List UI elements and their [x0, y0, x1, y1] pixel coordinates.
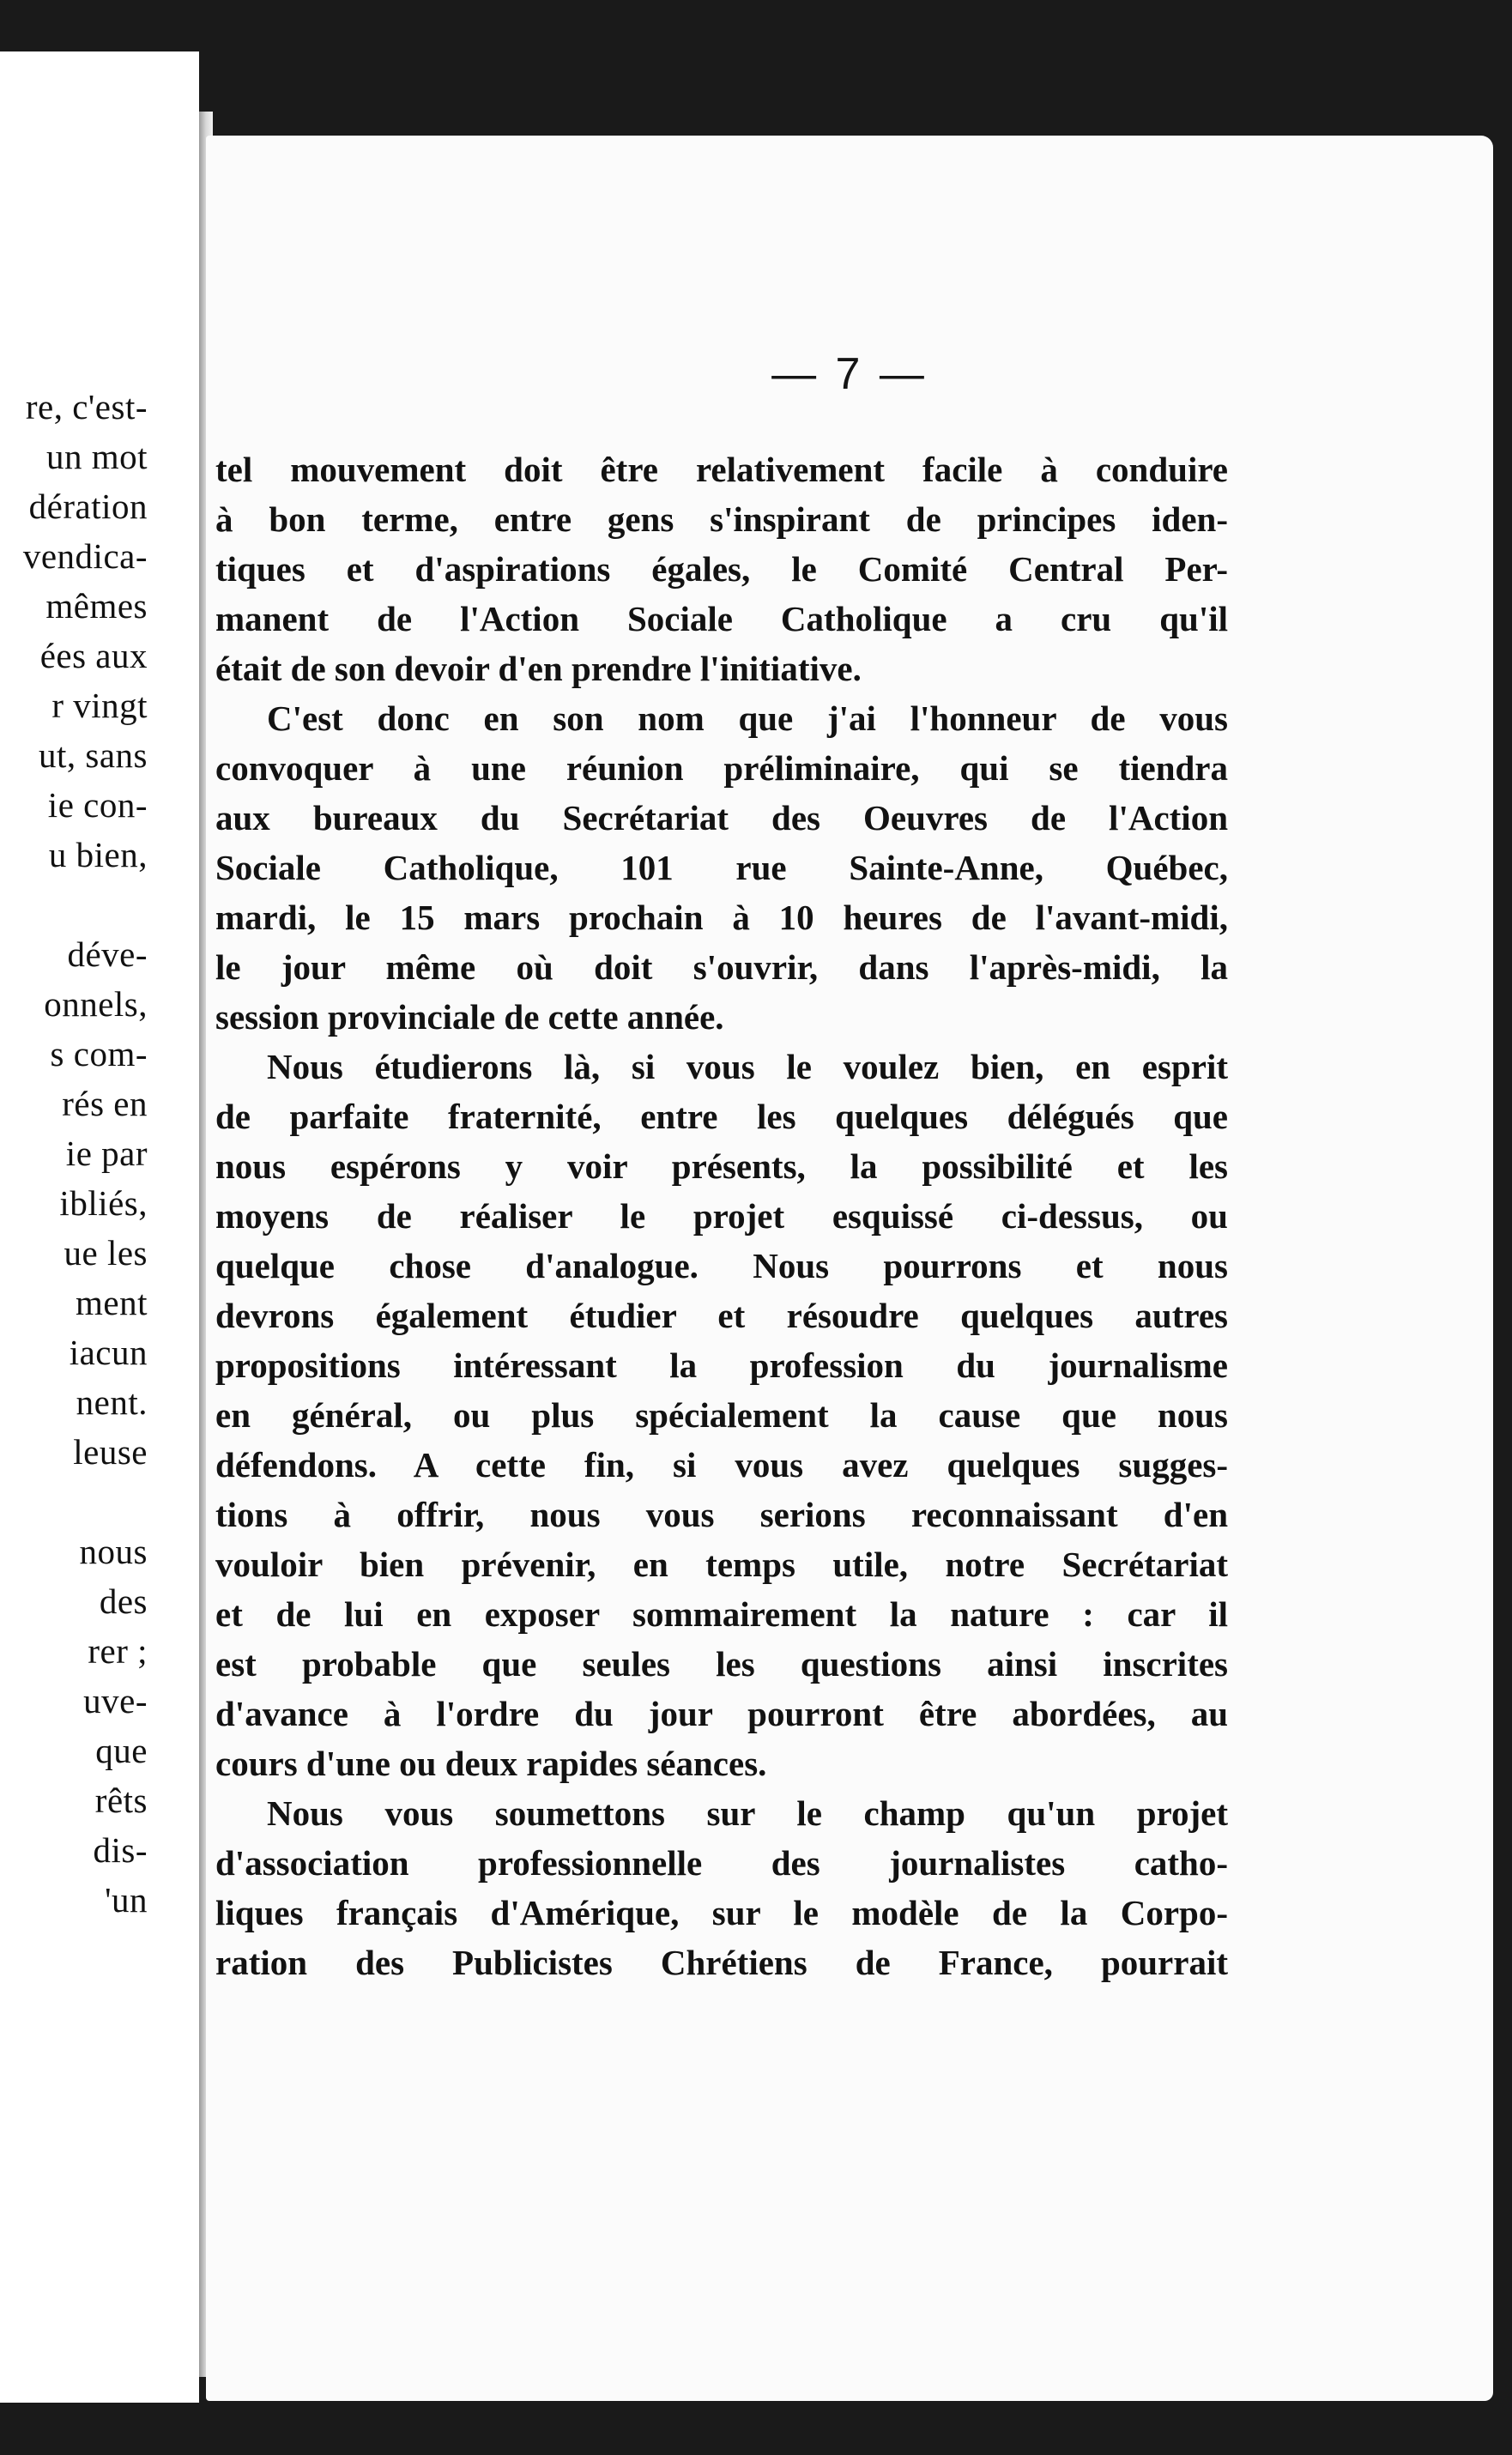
- text-line: Nous vous soumettons sur le champ qu'un projet: [267, 1793, 1228, 1833]
- body-text: [215, 444, 1228, 1987]
- text-line: était de son devoir d'en prendre l'initiative.: [215, 649, 862, 688]
- left-page-line: déve-: [67, 934, 148, 974]
- left-page-line: s com-: [50, 1034, 148, 1073]
- text-line: ration des Publicistes Chrétiens de France, pourrait: [215, 1943, 1228, 1982]
- left-page-line: nent.: [76, 1382, 148, 1422]
- previous-page-fragment: [0, 51, 199, 2403]
- left-page-line: ie par: [65, 1134, 148, 1173]
- left-page-line: que: [95, 1731, 148, 1770]
- text-line: aux bureaux du Secrétariat des Oeuvres de l'Action: [215, 798, 1228, 837]
- text-line: cours d'une ou deux rapides séances.: [215, 1744, 767, 1783]
- text-line: manent de l'Action Sociale Catholique a cru qu'il: [215, 599, 1228, 638]
- text-line: et de lui en exposer sommairement la nature : car il: [215, 1594, 1228, 1634]
- left-page-line: re, c'est-: [25, 387, 148, 426]
- text-line: moyens de réaliser le projet esquissé ci-dessus, ou: [215, 1196, 1228, 1236]
- left-page-line: vendica-: [22, 536, 148, 576]
- text-line: d'association professionnelle des journalistes catho-: [215, 1843, 1228, 1883]
- text-line: à bon terme, entre gens s'inspirant de principes iden-: [215, 499, 1228, 539]
- left-page-line: uve-: [83, 1681, 148, 1720]
- left-page-line: ie con-: [47, 785, 148, 825]
- left-page-line: dis-: [93, 1830, 148, 1870]
- left-page-line: onnels,: [44, 984, 148, 1024]
- page-number: — 7 —: [771, 349, 928, 399]
- text-line: de parfaite fraternité, entre les quelques délégués que: [215, 1097, 1228, 1136]
- left-page-line: rer ;: [88, 1631, 148, 1671]
- text-line: Nous étudierons là, si vous le voulez bien, en esprit: [267, 1047, 1228, 1086]
- text-line: C'est donc en son nom que j'ai l'honneur de vous: [267, 698, 1228, 738]
- text-line: en général, ou plus spécialement la cause que nous: [215, 1395, 1228, 1435]
- left-page-line: ibliés,: [59, 1183, 148, 1223]
- text-line: Sociale Catholique, 101 rue Sainte-Anne, Québec,: [215, 848, 1228, 887]
- left-page-line: ut, sans: [39, 735, 148, 775]
- left-page-line: ment: [76, 1283, 148, 1322]
- text-line: propositions intéressant la profession du journalisme: [215, 1345, 1228, 1385]
- left-page-line: des: [99, 1581, 148, 1621]
- left-page-line: nous: [79, 1532, 148, 1571]
- text-line: quelque chose d'analogue. Nous pourrons et nous: [215, 1246, 1228, 1285]
- left-page-line: iacun: [69, 1333, 148, 1372]
- text-line: est probable que seules les questions ainsi inscrites: [215, 1644, 1228, 1684]
- left-page-line: u bien,: [48, 835, 148, 874]
- left-page-line: mêmes: [45, 586, 148, 626]
- left-page-line: dération: [28, 487, 148, 526]
- text-line: session provinciale de cette année.: [215, 997, 724, 1037]
- text-line: tiques et d'aspirations égales, le Comité Central Per-: [215, 549, 1228, 589]
- text-line: vouloir bien prévenir, en temps utile, notre Secrétariat: [215, 1545, 1228, 1584]
- text-line: convoquer à une réunion préliminaire, qui se tiendra: [215, 748, 1228, 788]
- current-page: [206, 136, 1493, 2401]
- left-page-line: leuse: [73, 1432, 148, 1472]
- left-page-line: un mot: [45, 437, 148, 476]
- text-line: tions à offrir, nous vous serions reconnaissant d'en: [215, 1495, 1228, 1534]
- left-page-line: rés en: [62, 1084, 148, 1123]
- text-line: défendons. A cette fin, si vous avez quelques sugges-: [215, 1445, 1228, 1484]
- text-line: nous espérons y voir présents, la possibilité et les: [215, 1146, 1228, 1186]
- text-line: mardi, le 15 mars prochain à 10 heures de l'avant-midi,: [215, 898, 1228, 937]
- text-line: d'avance à l'ordre du jour pourront être abordées, au: [215, 1694, 1228, 1733]
- left-page-line: 'un: [105, 1880, 148, 1920]
- left-page-line: ées aux: [39, 636, 148, 675]
- text-line: liques français d'Amérique, sur le modèle de la Corpo-: [215, 1893, 1228, 1932]
- left-page-line: r vingt: [51, 686, 148, 725]
- left-page-line: ue les: [64, 1233, 148, 1273]
- text-line: tel mouvement doit être relativement facile à conduire: [215, 450, 1228, 489]
- text-line: devrons également étudier et résoudre quelques autres: [215, 1296, 1228, 1335]
- text-line: le jour même où doit s'ouvrir, dans l'après-midi, la: [215, 947, 1228, 987]
- left-page-line: rêts: [94, 1781, 148, 1820]
